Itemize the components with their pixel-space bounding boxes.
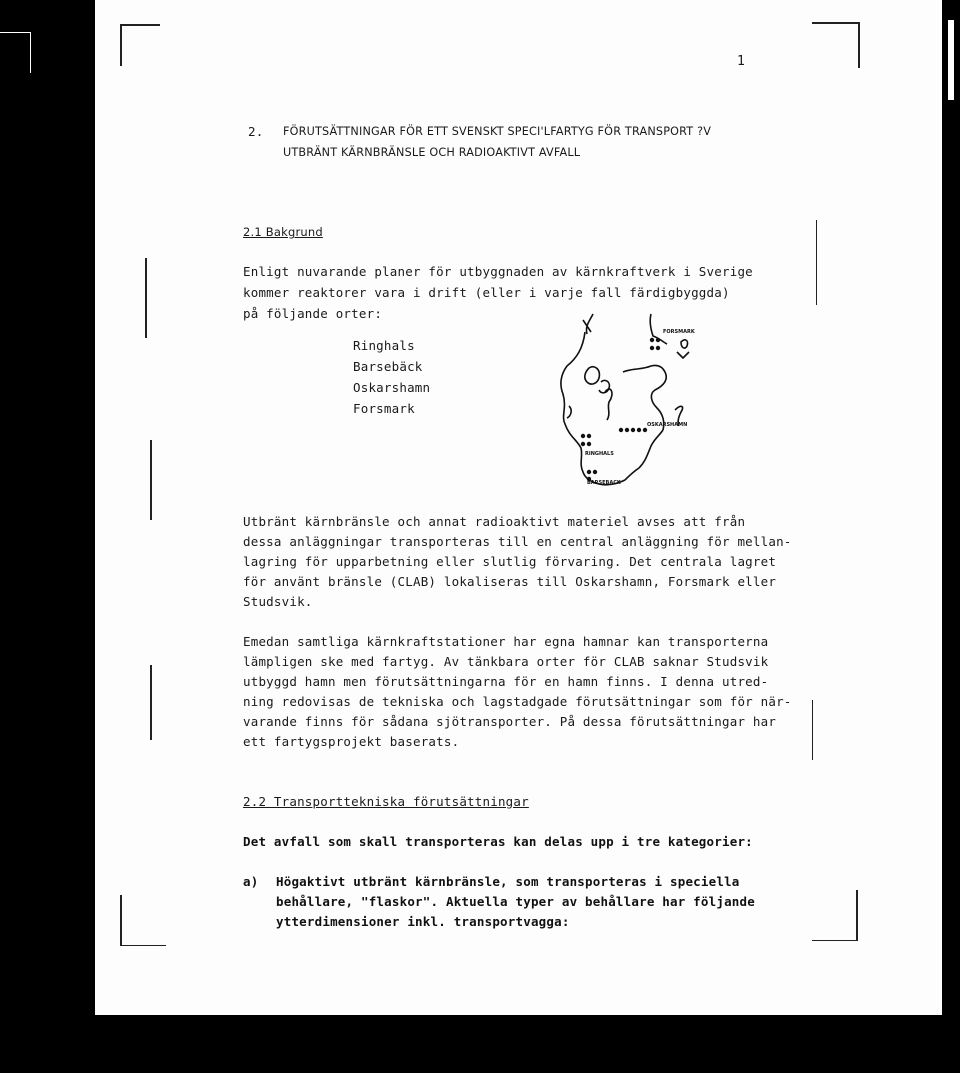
sweden-map (555, 312, 725, 497)
margin-bar (816, 220, 817, 305)
location-forsmark: Forsmark (353, 401, 415, 416)
paragraph-1-line: Utbränt kärnbränsle och annat radioaktivt materiel avses att från (243, 514, 746, 529)
sweden-map-drawing (555, 312, 725, 497)
paragraph-2-line: ett fartygsprojekt baserats. (243, 734, 460, 749)
crop-mark-top-right (812, 22, 860, 68)
list-item-a-line: Högaktivt utbränt kärnbränsle, som transporteras i speciella (276, 874, 740, 889)
location-ringhals: Ringhals (353, 338, 415, 353)
paragraph-1-line: för använt bränsle (CLAB) lokaliseras till Oskarshamn, Forsmark eller (243, 574, 777, 589)
scan-artifact (948, 20, 954, 100)
intro-line: på följande orter: (243, 306, 383, 321)
margin-bar (145, 258, 147, 338)
margin-bar (150, 665, 152, 740)
scan-artifact (0, 32, 31, 73)
map-label-ringhals: RINGHALS (585, 451, 614, 457)
intro-line: kommer reaktorer vara i drift (eller i varje fall färdigbyggda) (243, 285, 730, 300)
paragraph-1-line: Studsvik. (243, 594, 313, 609)
map-label-barseback: BARSEBACK (587, 480, 621, 486)
paragraph-3: Det avfall som skall transporteras kan delas upp i tre kategorier: (243, 834, 753, 849)
paragraph-2-line: Emedan samtliga kärnkraftstationer har egna hamnar kan transporterna (243, 634, 769, 649)
map-label-forsmark: FORSMARK (663, 329, 695, 335)
list-marker-a: a) (243, 874, 259, 889)
paragraph-2-line: varande finns för sådana sjötransporter. På dessa förutsättningar har (243, 714, 777, 729)
crop-mark-bottom-right (812, 890, 858, 941)
paragraph-2-line: utbyggd hamn men förutsättningarna för en hamn finns. I denna utred- (243, 674, 769, 689)
crop-mark-top-left (120, 24, 160, 66)
location-barseback: Barsebäck (353, 359, 423, 374)
paragraph-1-line: lagring för upparbetning eller slutlig förvaring. Det centrala lagret (243, 554, 777, 569)
location-oskarshamn: Oskarshamn (353, 380, 431, 395)
paragraph-2-line: ning redovisas de tekniska och lagstadgade förutsättningar som för när- (243, 694, 792, 709)
page-number: 1 (737, 54, 746, 69)
paragraph-2-line: lämpligen ske med fartyg. Av tänkbara orter för CLAB saknar Studsvik (243, 654, 769, 669)
section-number: 2. (248, 124, 264, 139)
margin-bar (812, 700, 813, 760)
map-label-oskarshamn: OSKARSHAMN (647, 422, 688, 428)
intro-line: Enligt nuvarande planer för utbyggnaden av kärnkraftverk i Sverige (243, 264, 753, 279)
section-title-line-2: UTBRÄNT KÄRNBRÄNSLE OCH RADIOAKTIVT AVFALL (283, 146, 581, 159)
scan-border-bottom (0, 1015, 960, 1073)
subsection-heading-2-1: 2.1 Bakgrund (243, 225, 323, 239)
scan-border-right (942, 0, 960, 1073)
margin-bar (150, 440, 152, 520)
subsection-heading-2-2: 2.2 Transporttekniska förutsättningar (243, 794, 529, 809)
paragraph-1-line: dessa anläggningar transporteras till en central anläggning för mellan- (243, 534, 792, 549)
list-item-a-line: ytterdimensioner inkl. transportvagga: (276, 914, 570, 929)
section-title-line-1: FÖRUTSÄTTNINGAR FÖR ETT SVENSKT SPECI'LFARTYG FÖR TRANSPORT ?V (283, 125, 712, 138)
crop-mark-bottom-left (120, 895, 166, 946)
list-item-a-line: behållare, "flaskor". Aktuella typer av behållare har följande (276, 894, 755, 909)
scan-border-left (0, 0, 95, 1073)
